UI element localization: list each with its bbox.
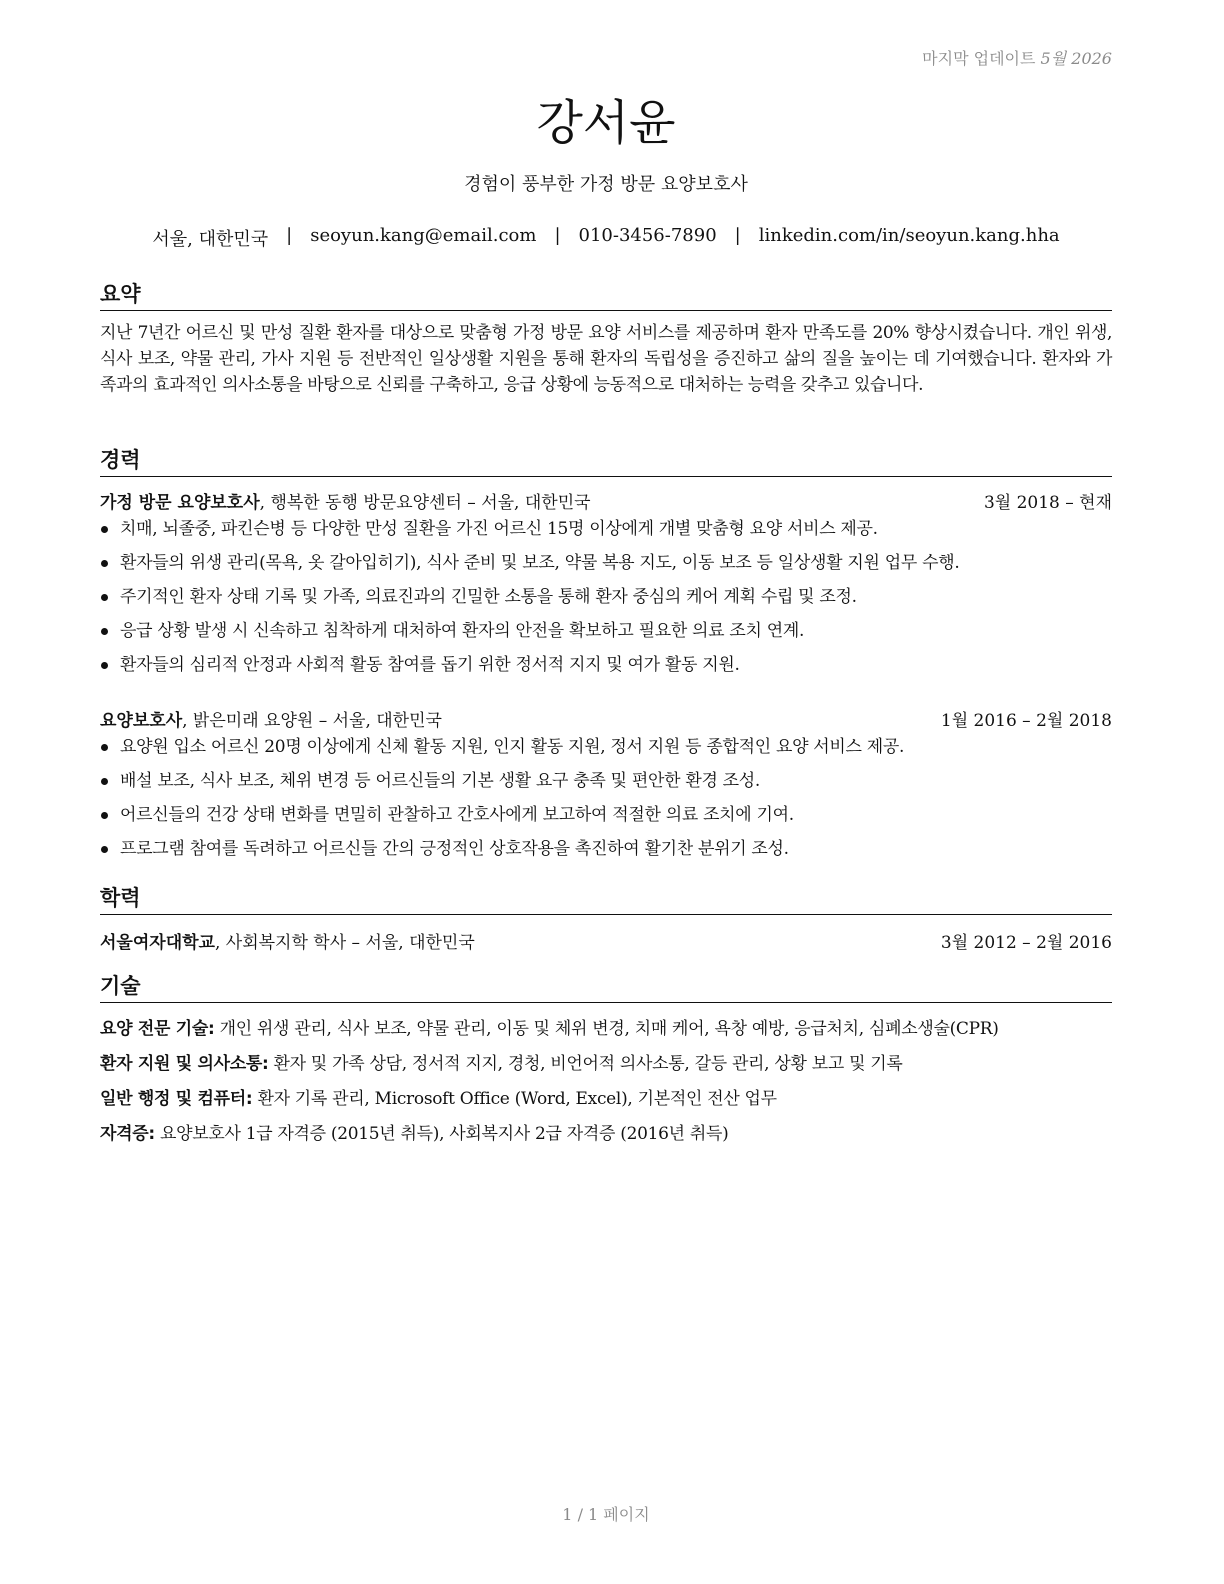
job-bullets [100, 732, 1112, 868]
resume-page [100, 0, 1112, 1584]
job-org: , 행복한 동행 방문요양센터 – 서울, 대한민국 [259, 493, 591, 513]
education-school: 서울여자대학교 [100, 933, 215, 953]
skill-value: 환자 기록 관리, Microsoft Office (Word, Excel), 기본적인 전산 업무 [252, 1089, 777, 1109]
education-header [100, 928, 1112, 953]
list-item: 어르신들의 건강 상태 변화를 면밀히 관찰하고 간호사에게 보고하여 적절한 의료 조치에 기여. [100, 800, 1112, 834]
job-title: 가정 방문 요양보호사 [100, 493, 260, 513]
section-title-experience: 경력 [100, 444, 1112, 477]
skill-row [100, 1119, 1112, 1144]
list-item: 프로그램 참여를 독려하고 어르신들 간의 긍정적인 상호작용을 촉진하여 활기찬 분위기 조성. [100, 834, 1112, 868]
list-item: 환자들의 심리적 안정과 사회적 활동 참여를 돕기 위한 정서적 지지 및 여가 활동 지원. [100, 650, 1112, 684]
last-updated [922, 46, 1112, 69]
skill-label: 요양 전문 기술: [100, 1019, 215, 1039]
skill-value: 개인 위생 관리, 식사 보조, 약물 관리, 이동 및 체위 변경, 치매 케어, 욕창 예방, 응급처치, 심폐소생술(CPR) [214, 1019, 999, 1039]
skill-label: 자격증: [100, 1124, 155, 1144]
last-updated-label: 마지막 업데이트 [922, 49, 1036, 68]
section-title-education: 학력 [100, 882, 1112, 915]
candidate-name: 강서윤 [536, 95, 676, 151]
education-dates: 3월 2012 – 2월 2016 [940, 933, 1112, 953]
job-header [100, 488, 1112, 513]
contact-linkedin-link[interactable]: linkedin.com/in/seoyun.kang.hha [758, 225, 1060, 246]
contact-separator: | [734, 225, 741, 246]
contact-phone: 010-3456-7890 [578, 225, 717, 246]
contact-separator: | [554, 225, 561, 246]
job-org: , 밝은미래 요양원 – 서울, 대한민국 [182, 711, 442, 731]
job-header [100, 706, 1112, 731]
candidate-headline: 경험이 풍부한 가정 방문 요양보호사 [464, 174, 748, 195]
skill-row [100, 1084, 1112, 1109]
education-line [100, 928, 475, 953]
skill-label: 일반 행정 및 컴퓨터: [100, 1089, 253, 1109]
list-item: 치매, 뇌졸중, 파킨슨병 등 다양한 만성 질환을 가진 어르신 15명 이상에게 개별 맞춤형 요양 서비스 제공. [100, 514, 1112, 548]
skill-value: 환자 및 가족 상담, 정서적 지지, 경청, 비언어적 의사소통, 갈등 관리, 상황 보고 및 기록 [268, 1054, 903, 1074]
summary-text: 지난 7년간 어르신 및 만성 질환 환자를 대상으로 맞춤형 가정 방문 요양 서비스를 제공하며 환자 만족도를 20% 향상시켰습니다. 개인 위생, 식사 보조, 약물 관리, 가사 지원 등 전반적인 일상생활 지원을 통해 환자의 독립성을 증진하고 삶의 질을 높이는 데 기여했습니다. 환자와 가족과의 효과적인 의사소통을 바탕으로 신뢰를 구축하고, 응급 상황에 능동적으로 대처하는 능력을 갖추고 있습니다. [100, 323, 1112, 395]
contact-location: 서울, 대한민국 [152, 229, 269, 250]
job-bullets [100, 514, 1112, 684]
job-dates: 1월 2016 – 2월 2018 [940, 711, 1112, 731]
job-title-line [100, 488, 591, 513]
last-updated-date: 5월 2026 [1040, 49, 1112, 68]
education-degree: , 사회복지학 학사 – 서울, 대한민국 [214, 933, 475, 953]
list-item: 배설 보조, 식사 보조, 체위 변경 등 어르신들의 기본 생활 요구 충족 및 편안한 환경 조성. [100, 766, 1112, 800]
list-item: 응급 상황 발생 시 신속하고 침착하게 대처하여 환자의 안전을 확보하고 필요한 의료 조치 연계. [100, 616, 1112, 650]
contact-line [100, 225, 1112, 251]
contact-email-link[interactable]: seoyun.kang@email.com [310, 225, 537, 246]
contact-separator: | [286, 225, 293, 246]
job-title-line [100, 706, 442, 731]
list-item: 요양원 입소 어르신 20명 이상에게 신체 활동 지원, 인지 활동 지원, 정서 지원 등 종합적인 요양 서비스 제공. [100, 732, 1112, 766]
skill-row [100, 1049, 1112, 1074]
list-item: 주기적인 환자 상태 기록 및 가족, 의료진과의 긴밀한 소통을 통해 환자 중심의 케어 계획 수립 및 조정. [100, 582, 1112, 616]
skill-label: 환자 지원 및 의사소통: [100, 1054, 269, 1074]
list-item: 환자들의 위생 관리(목욕, 옷 갈아입히기), 식사 준비 및 보조, 약물 복용 지도, 이동 보조 등 일상생활 지원 업무 수행. [100, 548, 1112, 582]
section-title-summary: 요약 [100, 278, 1112, 311]
job-title: 요양보호사 [100, 711, 183, 731]
skill-row [100, 1014, 1112, 1039]
page-number: 1 / 1 페이지 [562, 1505, 650, 1524]
section-title-skills: 기술 [100, 970, 1112, 1003]
job-dates: 3월 2018 – 현재 [983, 493, 1112, 513]
skill-value: 요양보호사 1급 자격증 (2015년 취득), 사회복지사 2급 자격증 (2016년 취득) [154, 1124, 729, 1144]
